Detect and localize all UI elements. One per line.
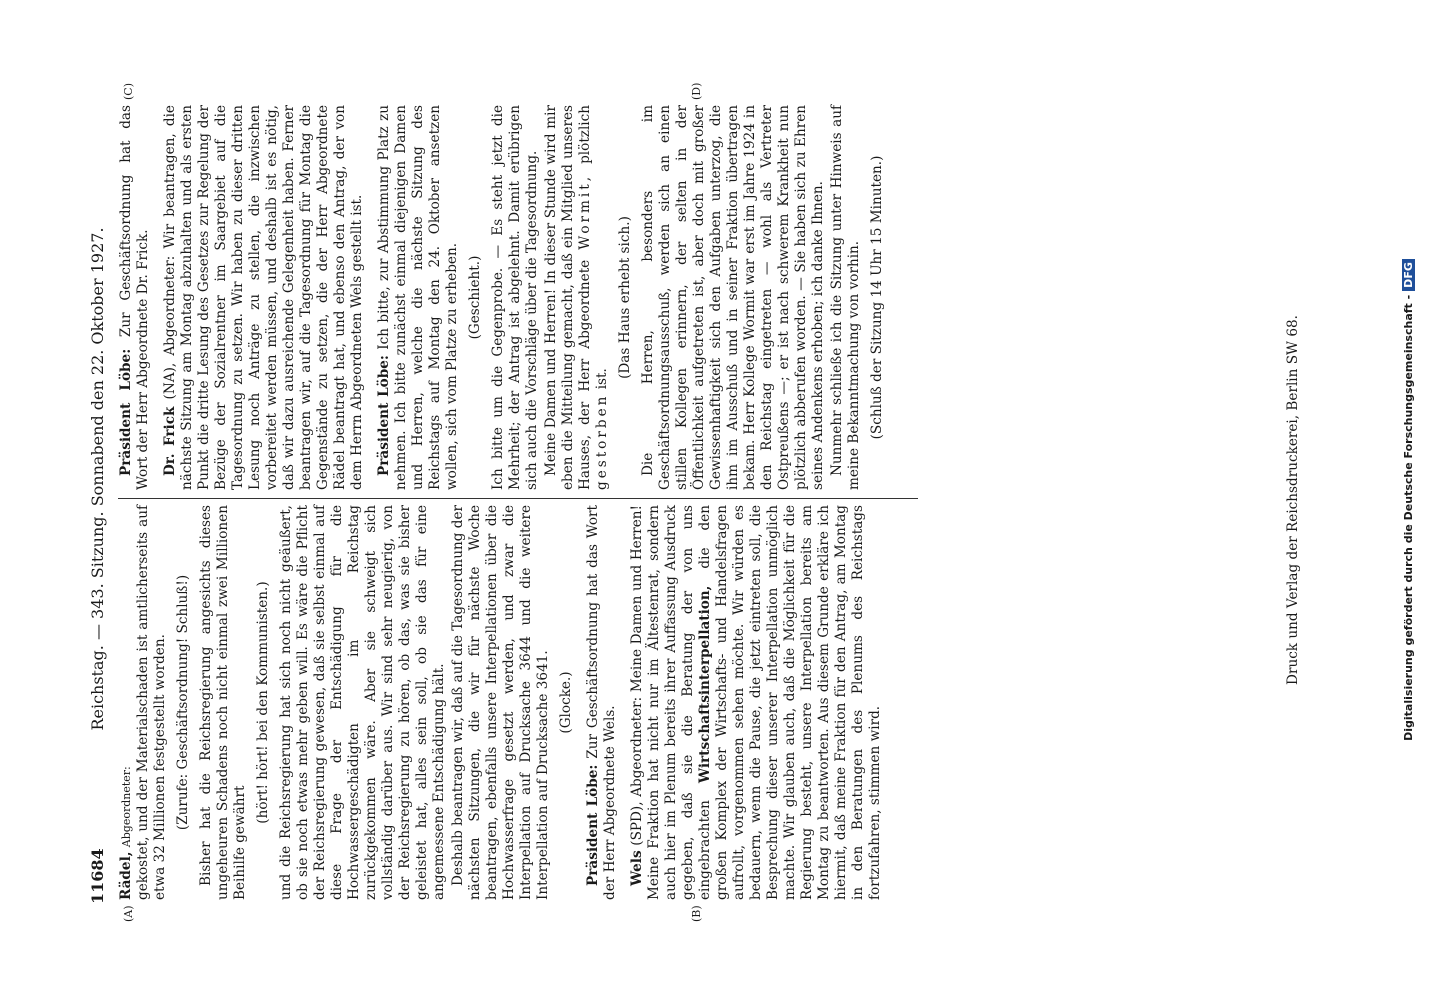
paragraph: Die Herren, besonders im Geschäftsordnungsausschuß, werden sich an einen stillen Kollegen erinnern, der selten in der Öffentlichkeit aufgetreten ist, aber doch mit großer Gewissenhaftigkeit sich den Aufgaben unterzog, die ihm im Ausschuß und in seiner Fraktion übertragen bekam. Herr Kollege Wormit war erst im Jahre 1924 in den Reichstag eingetreten — wohl als Vertreter Ostpreußens —; er ist nach schwerem Krankheit nun plötzlich abberufen worden. — Sie haben sich zu Ehren seines Andenkens erhoben; ich danke Ihnen.: [640, 105, 826, 490]
margin-mark-c: (C): [122, 83, 135, 100]
paragraph-text: Zur Geschäftsordnung hat das Wort der Herr Abgeordnete Dr. Frick.: [118, 105, 151, 490]
speaker-name: Rädel,: [118, 851, 134, 900]
digitization-notice: [1402, 0, 1415, 1000]
interjection: (Das Haus erhebt sich.): [617, 216, 633, 379]
paragraph: [376, 105, 461, 490]
paragraph-text: Wir beantragen, die nächste Sitzung am Montag abzuhalten und als ersten Punkt die dritte Lesung des Gesetzes zur Regelung der Bezüge der Sozialrentner im Saargebiet auf die Tagesordnung zu setzen. Wir haben zu dieser dritten Lesung noch Anträge zu stellen, die inzwischen vorbereitet werden müssen, und deshalb ist es nötig, daß wir dazu ausreichende Gelegenheit haben. Ferner beantragen wir, auf die Tagesordnung für Montag die Gegenstände zu setzen, die der Herr Abgeordnete Rädel beantragt hat, und ebenso den Antrag, der von dem Herrn Abgeordneten Wels gestellt ist.: [162, 105, 365, 490]
right-column: [118, 105, 892, 490]
paragraph: [585, 505, 619, 900]
speaker-role: Abgeordneter:: [629, 696, 645, 797]
interjection: (Zurufe: Geschäftsordnung! Schluß!): [175, 574, 191, 831]
paragraph-text: Meine Damen und Herren! In dieser Stunde wird mir eben die Mitteilung gemacht, daß ein Mitglied unseres Hauses, der Herr Abgeordnete: [543, 105, 593, 490]
page-number: 11684: [88, 848, 107, 904]
speaker-name: Wels: [629, 850, 645, 886]
page-header: [88, 54, 112, 904]
speaker-party: (NA),: [162, 362, 178, 400]
paragraph: [162, 105, 366, 490]
speaker-name: Dr. Frick: [162, 406, 178, 476]
speaker-name: Präsident Löbe:: [585, 764, 601, 886]
speaker-name: Präsident Löbe:: [376, 355, 392, 476]
left-column: [118, 505, 886, 900]
paragraph-text: Zur Geschäftsordnung hat das Wort der Herr Abgeordnete Wels.: [585, 505, 618, 900]
header-title: Reichstag. — 343. Sitzung. Sonnabend den 22. Oktober 1927.: [88, 227, 107, 731]
paragraph: Bisher hat die Reichsregierung angesichts dieses ungeheuren Schadens noch nicht einmal zwei Millionen Beihilfe gewährt: [198, 505, 248, 900]
paragraph-text: die den großen Komplex der Wirtschafts- und Handelsfragen aufrollt, vorgenommen sehen möchte. Wir würden es bedauern, wenn die Pause, die jetzt eintreten soll, die Besprechung dieser unserer Interpellation unmöglich machte. Wir glauben auch, daß die Möglichkeit für die Regierung besteht, unsere Interpellation bereits am Montag zu beantworten. Aus diesem Grunde erkläre ich hiermit, daß meine Fraktion für den Antrag, am Montag in den Beratungen des Plenums des Reichstags fortzufahren, stimmen wird.: [697, 505, 883, 900]
paragraph: Nunmehr schließe ich die Sitzung unter Hinweis auf meine Bekanntmachung von vorhin.: [829, 105, 862, 490]
paragraph: [118, 105, 152, 490]
paragraph: [629, 505, 884, 900]
speaker-party: (SPD),: [629, 801, 645, 846]
interjection: (Schluß der Sitzung 14 Uhr 15 Minuten.): [869, 155, 885, 440]
column-divider: [118, 498, 918, 499]
paragraph: und die Reichsregierung hat sich noch nicht geäußert, ob sie noch etwas mehr geben will. Es wäre die Pflicht der Reichsregierung gewesen, daß sie selbst einmal auf diese Frage der Entschädigung für die Hochwassergeschädigten im Reichstag zurückgekommen wäre. Aber sie schweigt sich vollständig darüber aus. Wir sind sehr neugierig, von der Reichsregierung zu hören, ob das, was sie bisher geleistet hat, alles sein soll, ob sie das für eine angemessene Entschädigung hält.: [278, 505, 447, 900]
interjection: (hört! hört! bei den Kommunisten.): [255, 581, 271, 824]
paragraph: Deshalb beantragen wir, daß auf die Tagesordnung der nächsten Sitzungen, die wir für nächste Woche beantragen, ebenfalls unsere Interpellationen über die Hochwasserfrage gesetzt werden, und zwar die Interpellation auf Drucksache 3644 und die weitere Interpellation auf Drucksache 3641.: [450, 505, 551, 900]
paragraph-text: Meine Damen und Herren! Meine Fraktion hat nicht nur im Ältestenrat, sondern auch hier im Plenum bereits ihrer Auffassung Ausdruck gegeben, daß sie die Beratung der von uns eingebrachten: [629, 505, 713, 900]
speaker-name: Präsident Löbe:: [118, 348, 134, 476]
speaker-role: Abgeordneter:: [120, 766, 133, 848]
paragraph-text: Ich bitte, zur Abstimmung Platz zu nehmen. Ich bitte zunächst einmal diejenigen Damen und Herren, welche die nächste Sitzung des Reichstags auf Montag den 24. Oktober ansetzen wollen, sich vom Platze zu erheben.: [376, 105, 460, 490]
interjection: (Geschieht.): [467, 255, 483, 340]
paragraph: [118, 505, 169, 900]
paragraph: [543, 105, 611, 490]
margin-mark-b: (B): [690, 905, 703, 922]
emphasis-text: Wirtschaftsinterpellation,: [697, 585, 713, 784]
digitization-text: Digitalisierung gefördert durch die Deutsche Forschungsgemeinschaft -: [1402, 294, 1415, 741]
interjection: (Glocke.): [558, 671, 574, 734]
dfg-logo: DFG: [1402, 259, 1415, 291]
paragraph-text: ist.: [594, 368, 610, 390]
printer-imprint: Druck und Verlag der Reichsdruckerei, Berlin SW 68.: [1285, 315, 1301, 685]
spaced-name: Wormit,: [577, 173, 593, 250]
margin-mark-d: (D): [690, 82, 703, 100]
paragraph: Ich bitte um die Gegenprobe. — Es steht jetzt die Mehrheit; der Antrag ist abgelehnt. Damit erübrigen sich auch die Vorschläge über die Tagesordnung.: [490, 105, 540, 490]
spaced-word: gestorben: [594, 393, 610, 490]
paragraph-text: gekostet, und der Materialschaden ist amtlicherseits auf etwa 32 Millionen festgestellt worden.: [135, 505, 168, 900]
speaker-role: Abgeordneter:: [162, 255, 178, 356]
paragraph-text: plötzlich: [577, 104, 593, 164]
margin-mark-a: (A): [122, 905, 135, 922]
